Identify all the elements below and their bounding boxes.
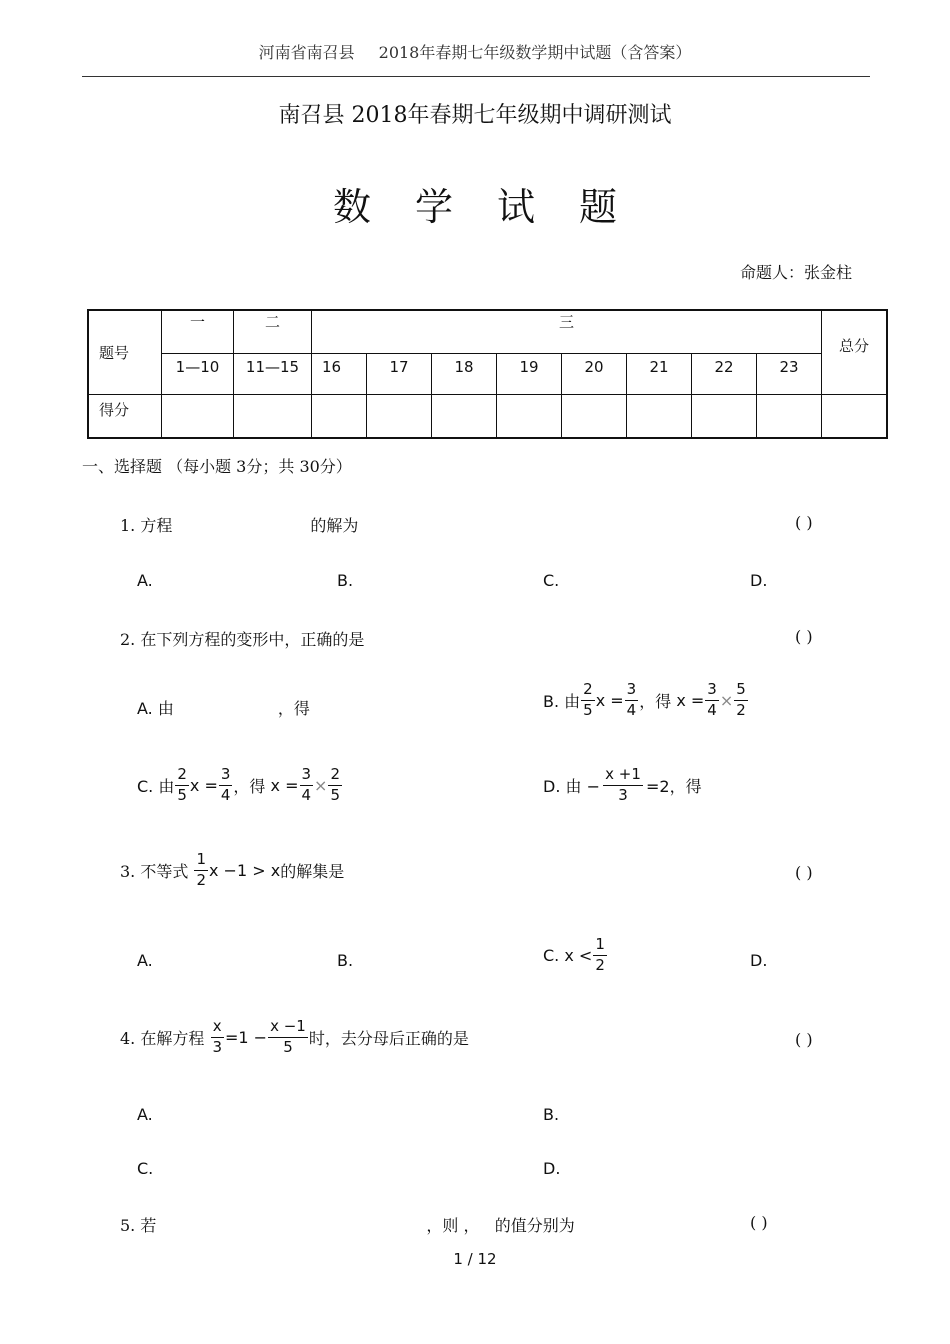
item-cell: 21 (627, 353, 692, 394)
question-5: 5. 若 ，则 ， 的值分别为 (120, 1216, 575, 1235)
fraction: $\frac{1}{2}$ (595, 935, 605, 974)
q1-option-b: B. (337, 571, 354, 590)
answer-paren: ( ) (795, 627, 813, 646)
page-number: 1 / 12 (453, 1250, 497, 1268)
question-2: 2. 在下列方程的变形中，正确的是 (120, 630, 365, 649)
score-table (87, 309, 888, 439)
header-right: 2018年春期七年级数学期中试题（含答案） (378, 43, 692, 62)
fraction: $\frac{2}{5}$ (583, 680, 593, 719)
section-1-cell: 一 (162, 310, 234, 353)
q4-option-b: B. (543, 1105, 560, 1124)
answer-paren: ( ) (795, 513, 813, 532)
row-header-cell: 题号 (88, 310, 162, 394)
exam-title: 数学试题 (332, 185, 661, 229)
page-header (0, 40, 950, 63)
fraction: $\frac{3}{4}$ (301, 765, 312, 804)
fraction: $\frac{3}{4}$ (220, 765, 231, 804)
score-entry[interactable] (757, 394, 822, 438)
answer-paren: ( ) (795, 1030, 813, 1049)
question-4: 4. 在解方程 $\frac{x}{3}$ =1 − $\frac{x -1}{5}$ 时，去分母后正确的是 (120, 1017, 469, 1056)
item-cell: 20 (562, 353, 627, 394)
author-line: 命题人：张金柱 (739, 263, 852, 282)
q1-suffix: 的解为 (310, 516, 359, 535)
fraction: $\frac{5}{2}$ (736, 680, 746, 719)
fraction: $\frac{2}{5}$ (330, 765, 340, 804)
q3-option-b: B. (337, 951, 354, 970)
q2-option-d: D. 由 − $\frac{x +1}{3}$ =2，得 (543, 765, 702, 804)
q4-option-c: C. (137, 1159, 154, 1178)
fraction: $\frac{x}{3}$ (212, 1017, 222, 1056)
fraction: $\frac{3}{4}$ (707, 680, 717, 719)
score-entry[interactable] (432, 394, 497, 438)
section-1-heading: 一、选择题 （每小题 3分；共 30分） (82, 457, 352, 476)
score-entry[interactable] (562, 394, 627, 438)
item-cell: 11—15 (234, 353, 312, 394)
q3-option-d: D. (750, 951, 768, 970)
item-cell: 16 (312, 353, 367, 394)
score-entry[interactable] (312, 394, 367, 438)
q1-option-d: D. (750, 571, 768, 590)
score-entry[interactable] (692, 394, 757, 438)
score-entry[interactable] (627, 394, 692, 438)
total-header-cell: 总分 (822, 310, 888, 394)
q1-prefix: 1. 方程 (120, 516, 173, 535)
header-divider (82, 76, 870, 77)
fraction: $\frac{x +1}{3}$ (605, 765, 641, 804)
q4-option-d: D. (543, 1159, 561, 1178)
q1-option-c: C. (543, 571, 560, 590)
score-entry[interactable] (234, 394, 312, 438)
score-entry[interactable] (367, 394, 432, 438)
q1-option-a: A. (137, 571, 153, 590)
fraction: $\frac{2}{5}$ (177, 765, 187, 804)
q2-option-a: A. 由 ，得 (137, 699, 310, 718)
item-cell: 19 (497, 353, 562, 394)
item-cell: 22 (692, 353, 757, 394)
q2-option-b: B. 由 $\frac{2}{5}$ x = $\frac{3}{4}$ ，得 x = $\frac{3}{4}$ × $\frac{5}{2}$ (543, 680, 746, 719)
question-3: 3. 不等式 $\frac{1}{2}$ x −1 > x 的解集是 (120, 850, 345, 889)
item-cell: 23 (757, 353, 822, 394)
fraction: $\frac{x -1}{5}$ (270, 1017, 306, 1056)
question-1 (120, 513, 358, 536)
item-cell: 17 (367, 353, 432, 394)
q4-option-a: A. (137, 1105, 153, 1124)
section-2-cell: 二 (234, 310, 312, 353)
q2-option-c: C. 由 $\frac{2}{5}$ x = $\frac{3}{4}$ ，得 x = $\frac{3}{4}$ × $\frac{2}{5}$ (137, 765, 340, 804)
q3-option-a: A. (137, 951, 153, 970)
item-cell: 18 (432, 353, 497, 394)
fraction: $\frac{1}{2}$ (196, 850, 206, 889)
score-label-cell: 得分 (88, 394, 162, 438)
header-left: 河南省南召县 (258, 43, 355, 62)
answer-paren: ( ) (750, 1213, 768, 1232)
score-entry[interactable] (162, 394, 234, 438)
section-3-cell: 三 (312, 310, 822, 353)
fraction: $\frac{3}{4}$ (626, 680, 637, 719)
total-score-entry[interactable] (822, 394, 888, 438)
exam-subtitle: 南召县 2018年春期七年级期中调研测试 (278, 103, 672, 128)
q3-option-c: C. x < $\frac{1}{2}$ (543, 935, 605, 974)
answer-paren: ( ) (795, 863, 813, 882)
score-entry[interactable] (497, 394, 562, 438)
item-cell: 1—10 (162, 353, 234, 394)
